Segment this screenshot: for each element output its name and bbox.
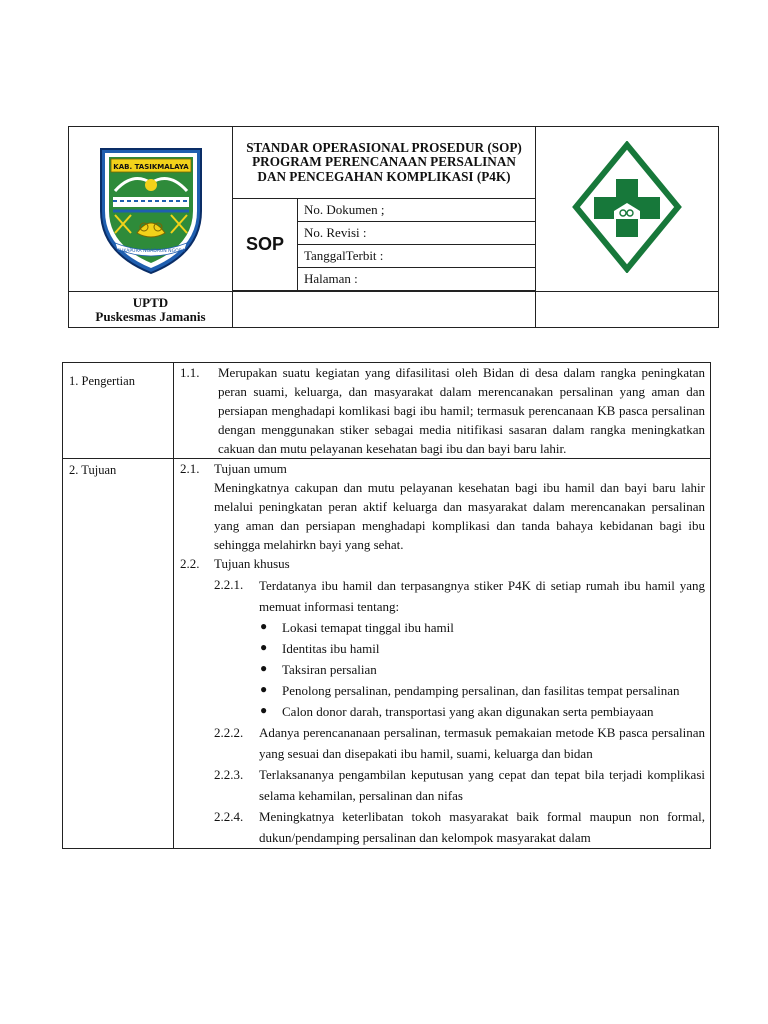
item-number: 1.1. [180,365,200,380]
pengertian-text: Merupakan suatu kegiatan yang difasilitasi oleh Bidan di desa dalam rangka peningkatan peran suami, keluarga, dan masyarakat dalam merencanakan persalinan yang aman dan persiapan menghadapi komlikasi bagi ibu hamil; termasuk perencanaan KB pasca persalinan dengan menggunakan stiker sebagai media nitifikasi sasaran dalam rangka meningkatkan cakuan dan mutu pelayanan kesehatan bagi ibu dan bayi baru lahir. [218,365,705,456]
tujuan-umum-text: Meningkatnya cakupan dan mutu pelayanan kesehatan bagi ibu hamil dan bayi baru lahir melalui peningkatan peran aktif keluarga dan masyarakat dalam merencanakan persalinan yang aman dan persiapan menghadapi komplikasi dan tanda bahaya kebidanan bagi ibu sehingga melahirkn bayi yang sehat. [214,480,705,552]
tujuan-khusus-item: Terlaksananya pengambilan keputusan yang cepat dan tepat bila terjadi komplikasi selama kehamilan, persalinan dan nifas [259,767,705,803]
section-pengertian [63,363,711,459]
item-number: 2.2.2. [214,725,244,740]
puskesmas-logo [572,141,682,273]
list-item-text: Lokasi temapat tinggal ibu hamil [282,620,454,635]
bullet-icon: ● [260,661,268,675]
empty-stamp-cell [536,292,719,328]
section-content-pengertian [174,363,711,459]
list-item [259,617,705,638]
item-number: 2.2. [180,556,200,571]
sop-header-table [68,126,719,328]
puskesmas-logo-cell [536,127,719,292]
meta-no-revisi: No. Revisi : [298,222,536,245]
item-number: 2.2.3. [214,767,244,782]
bullet-icon: ● [260,640,268,654]
tujuan-umum-title: Tujuan umum [214,461,287,476]
sop-label: SOP [233,199,298,291]
document-title: STANDAR OPERASIONAL PROSEDUR (SOP) PROGRAM PERENCANAAN PERSALINAN DAN PENCEGAHAN KOMPLIKASI (P4K) [233,127,536,199]
list-item-text: Taksiran persalian [282,662,377,677]
empty-signature-cell [233,292,536,328]
logo-banner-text: KAB. TASIKMALAYA [112,163,189,171]
regency-shield-logo [93,141,209,277]
sticker-info-list [214,617,705,722]
meta-no-dokumen: No. Dokumen ; [298,199,536,222]
meta-halaman: Halaman : [298,268,536,291]
bullet-icon: ● [260,703,268,717]
bullet-icon: ● [260,682,268,696]
section-tujuan [63,459,711,849]
list-item [259,659,705,680]
list-item-text: Identitas ibu hamil [282,641,380,656]
meta-tanggal-terbit: TanggalTerbit : [298,245,536,268]
bullet-icon: ● [260,619,268,633]
org-line-uptd: UPTD [132,294,169,310]
tujuan-khusus-item: Meningkatnya keterlibatan tokoh masyarakat baik formal maupun non formal, dukun/pendamping persalinan dan kelompok masyarakat dalam [259,809,705,845]
list-item [259,680,705,701]
list-item [259,638,705,659]
logo-motto-text: SUKAPURA NGADAUN NGORA [116,249,185,254]
item-number: 2.2.4. [214,809,244,824]
list-item [259,701,705,722]
section-label-tujuan: 2. Tujuan [63,459,174,849]
item-number: 2.1. [180,461,200,476]
item-number: 2.2.1. [214,577,244,592]
section-label-pengertian: 1. Pengertian [63,363,174,459]
regency-logo-cell [69,127,233,292]
tujuan-khusus-item: Adanya perencananaan persalinan, termasuk pemakaian metode KB pasca persalinan yang sesuai dan disepakati ibu hamil, suami, keluarga dan bidan [259,725,705,761]
org-line-puskesmas: Puskesmas Jamanis [95,308,206,324]
organization-name [69,292,233,328]
list-item-text: Calon donor darah, transportasi yang akan digunakan serta pembiayaan [282,704,654,719]
tujuan-khusus-title: Tujuan khusus [214,556,290,571]
section-content-tujuan [174,459,711,849]
list-item-text: Penolong persalinan, pendamping persalinan, dan fasilitas tempat persalinan [282,683,680,698]
sop-content-table [62,362,711,849]
tujuan-khusus-item: Terdatanya ibu hamil dan terpasangnya stiker P4K di setiap rumah ibu hamil yang memuat informasi tentang: [259,578,705,614]
